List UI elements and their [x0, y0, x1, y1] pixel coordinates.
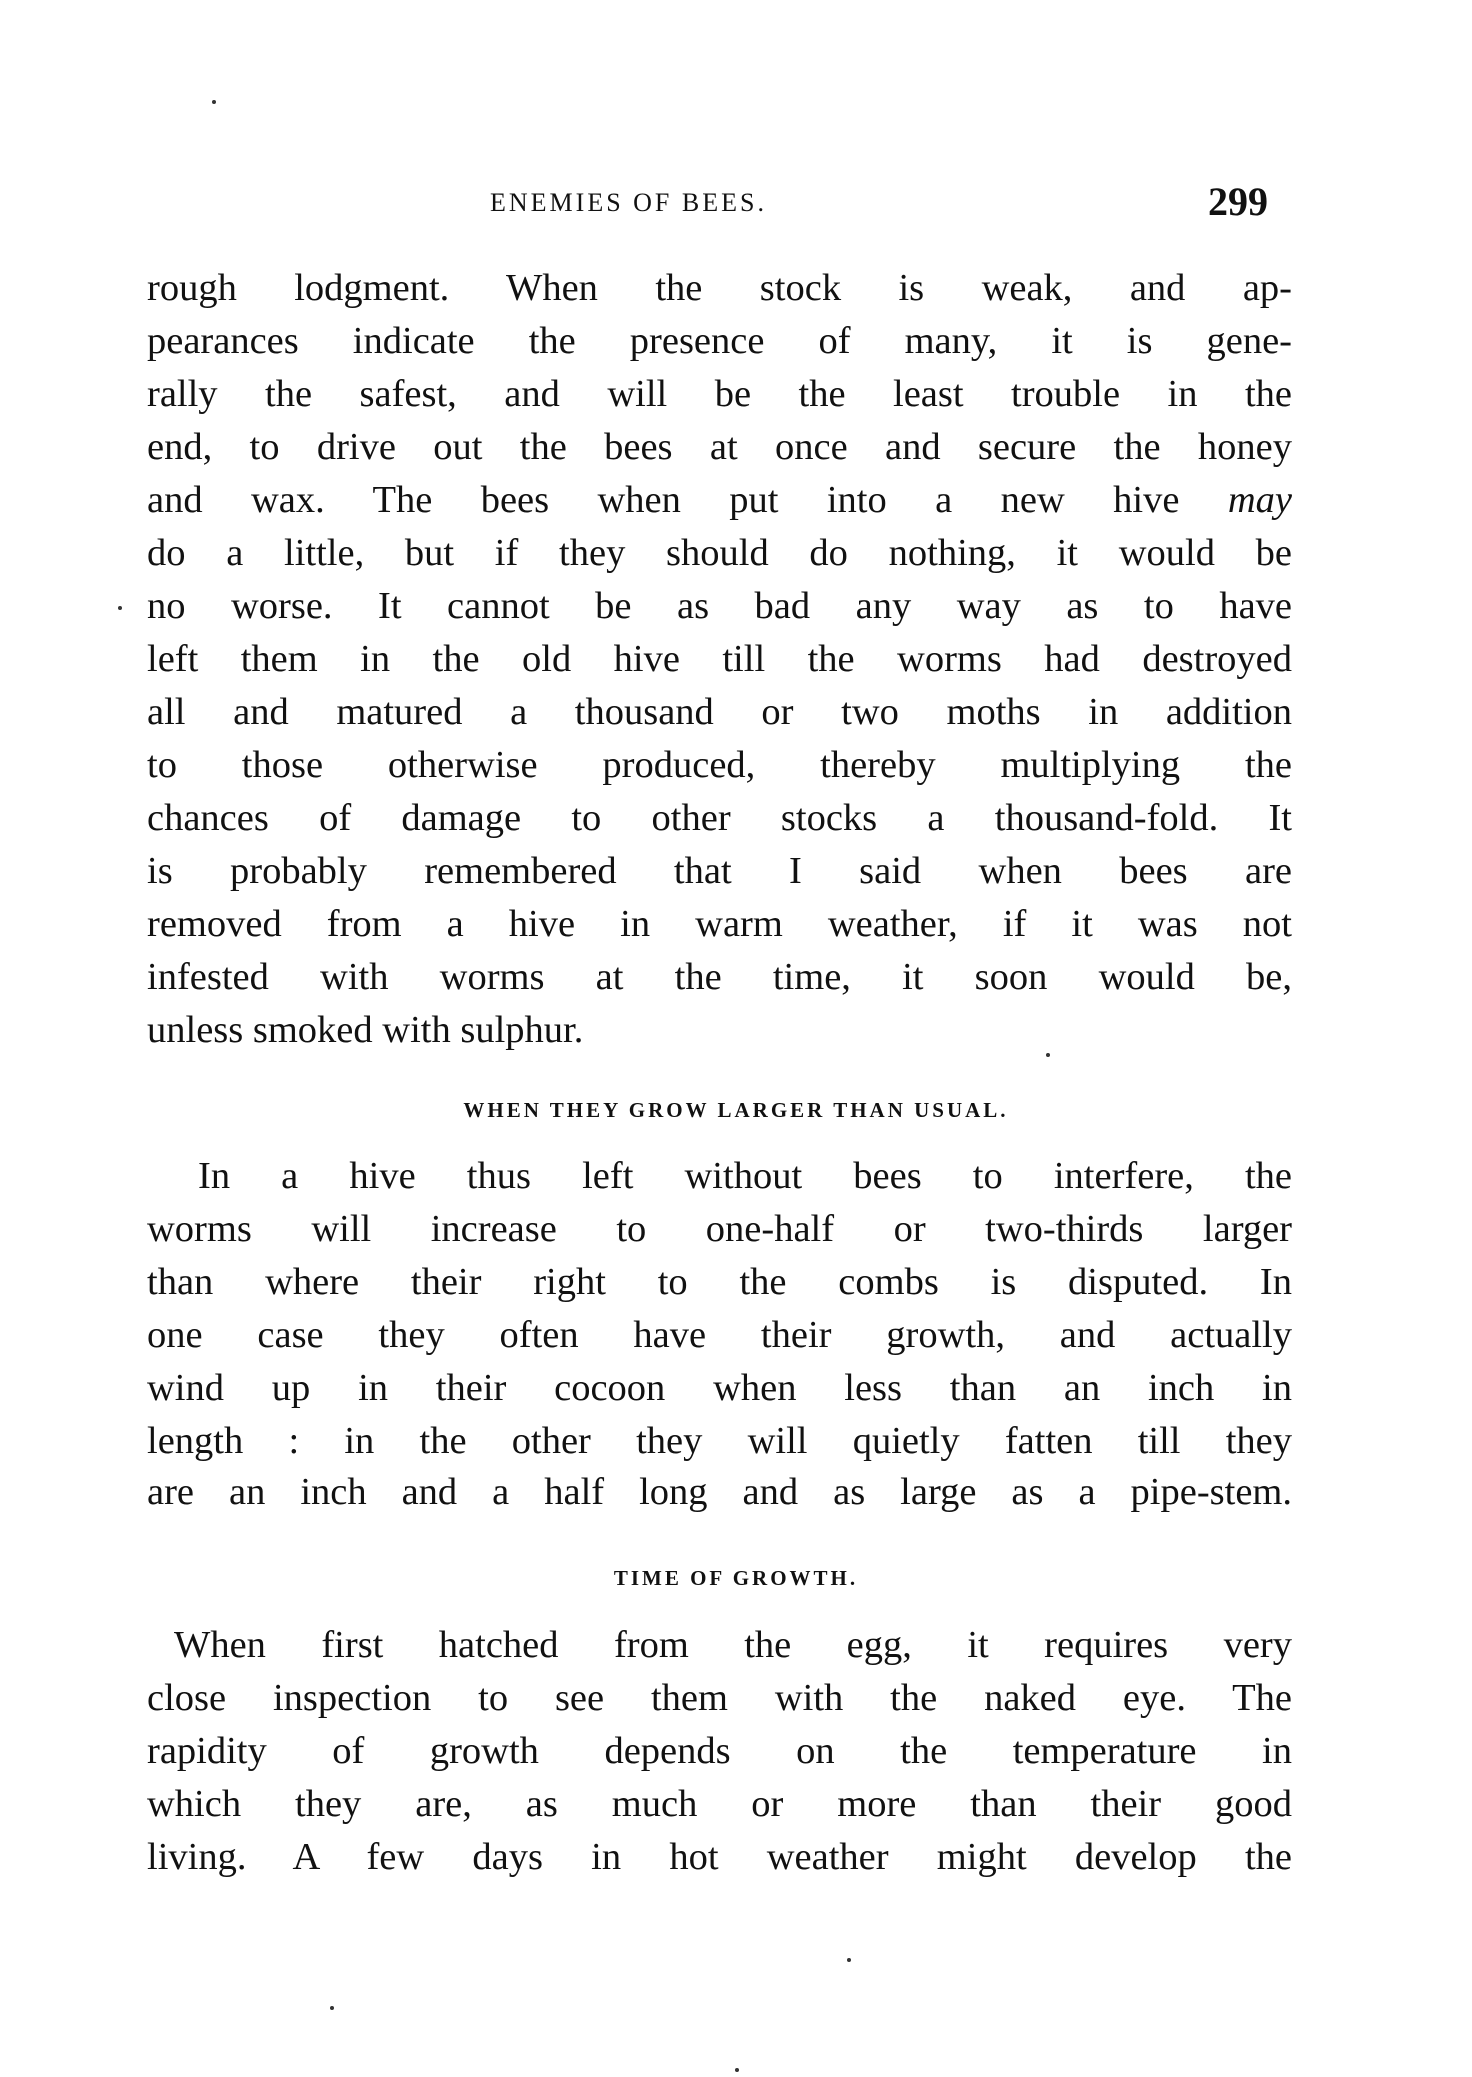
text-line: infested with worms at the time, it soon would be, — [147, 956, 1292, 998]
text-line: In a hive thus left without bees to interfere, the — [198, 1155, 1292, 1197]
text-line: one case they often have their growth, and actually — [147, 1314, 1292, 1356]
text-line: than where their right to the combs is disputed. In — [147, 1261, 1292, 1303]
italic-word: may — [1227, 479, 1293, 521]
text-line: are an inch and a half long and as large as a pipe-stem. — [147, 1471, 1292, 1513]
text-line: end, to drive out the bees at once and secure the honey — [147, 426, 1292, 468]
text-line: is probably remembered that I said when bees are — [147, 850, 1292, 892]
text-line: When first hatched from the egg, it requires very — [174, 1624, 1292, 1666]
text-line: all and matured a thousand or two moths in addition — [147, 691, 1292, 733]
text-line: do a little, but if they should do nothing, it would be — [147, 532, 1292, 574]
text-line: unless smoked with sulphur. — [147, 1009, 584, 1051]
text-span: and wax. The bees when put into a new hive — [147, 479, 1180, 521]
paper-speck — [118, 606, 122, 610]
text-line: wind up in their cocoon when less than an inch in — [147, 1367, 1292, 1409]
running-head: ENEMIES OF BEES. — [490, 188, 767, 217]
text-line: removed from a hive in warm weather, if it was not — [147, 903, 1292, 945]
section-heading: WHEN THEY GROW LARGER THAN USUAL. — [463, 1098, 1009, 1122]
text-line: rapidity of growth depends on the temperature in — [147, 1730, 1292, 1772]
text-line: left them in the old hive till the worms had destroyed — [147, 638, 1292, 680]
paper-speck — [847, 1958, 851, 1962]
text-line: rough lodgment. When the stock is weak, and ap- — [147, 267, 1292, 309]
text-line: which they are, as much or more than their good — [147, 1783, 1292, 1825]
text-line: rally the safest, and will be the least trouble in the — [147, 373, 1292, 415]
paper-speck — [330, 2006, 334, 2010]
text-line: chances of damage to other stocks a thousand-fold. It — [147, 797, 1292, 839]
text-line: close inspection to see them with the naked eye. The — [147, 1677, 1292, 1719]
page-number: 299 — [1208, 179, 1268, 224]
section-heading: TIME OF GROWTH. — [613, 1566, 859, 1590]
text-line: worms will increase to one-half or two-thirds larger — [147, 1208, 1292, 1250]
paper-speck — [212, 100, 216, 104]
text-line: no worse. It cannot be as bad any way as to have — [147, 585, 1292, 627]
paper-speck — [735, 2068, 739, 2072]
text-line: to those otherwise produced, thereby multiplying the — [147, 744, 1292, 786]
text-line: living. A few days in hot weather might develop the — [147, 1836, 1292, 1878]
text-line: length : in the other they will quietly fatten till they — [147, 1420, 1292, 1462]
text-line: pearances indicate the presence of many, it is gene- — [147, 320, 1292, 362]
paper-speck — [1046, 1053, 1050, 1057]
text-line — [147, 474, 1292, 527]
